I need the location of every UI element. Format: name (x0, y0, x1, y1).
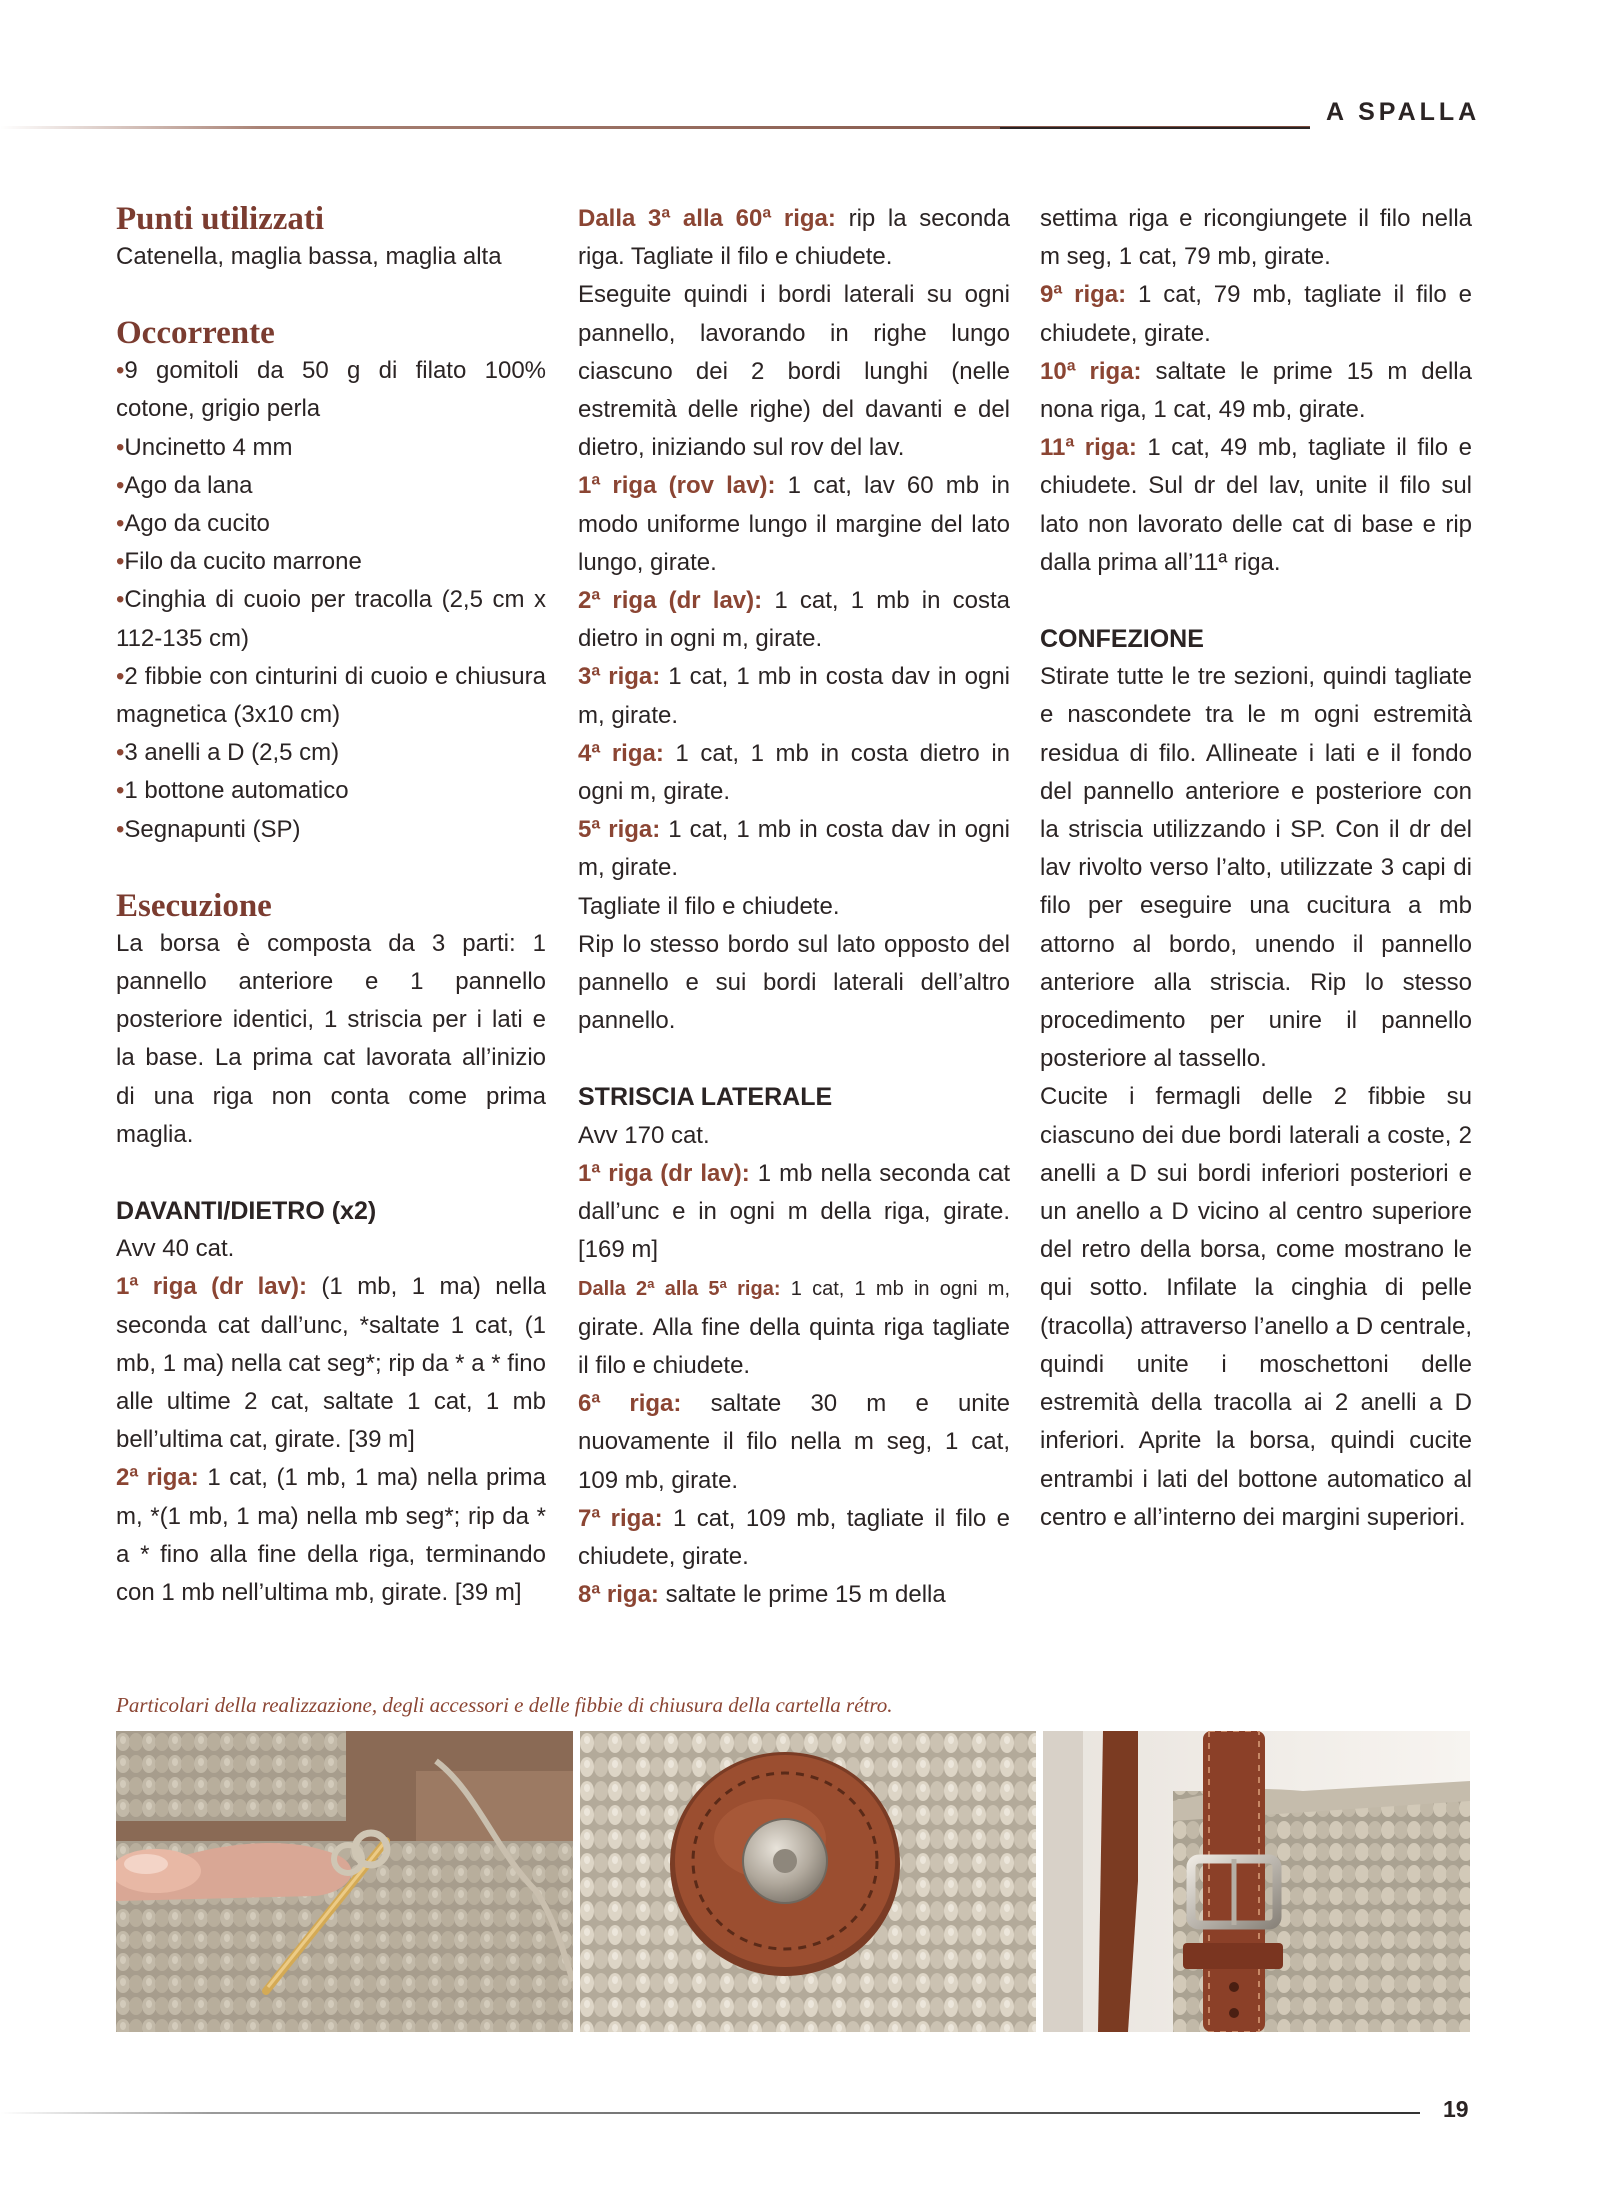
esecuzione-heading: Esecuzione (116, 887, 272, 924)
striscia-rows-2-5: Dalla 2ª alla 5ª riga: 1 cat, 1 mb in ogni m, girate. Alla fine della quinta riga tagliate il filo e chiudete. (578, 1278, 1011, 1379)
striscia-heading: STRISCIA LATERALE (578, 1083, 833, 1112)
striscia-row-6: 6ª riga: saltate 30 m e unite nuovamente il filo nella m seg, 1 cat, 109 mb, girate. (578, 1390, 1010, 1494)
occorrente-item: •2 fibbie con cinturini di cuoio e chiusura magnetica (3x10 cm) (116, 662, 546, 729)
photo-caption: Particolari della realizzazione, degli accessori e delle fibbie di chiusura della cartella rétro. (116, 1693, 893, 1717)
esecuzione-text: La borsa è composta da 3 parti: 1 pannello anteriore e 1 pannello posteriore identici, 1 striscia per i lati e la base. La prima cat lavorata all’inizio di una riga non conta come prima maglia. (116, 929, 546, 1148)
davanti-avv: Avv 40 cat. (116, 1235, 235, 1263)
rip-text: Rip lo stesso bordo sul lato opposto del pannello e sui bordi laterali dell’altro pannello. (578, 930, 1010, 1035)
bordo-row-5: 5ª riga: 1 cat, 1 mb in costa dav in ogni m, girate. (578, 816, 1010, 882)
occorrente-item: •9 gomitoli da 50 g di filato 100% cotone, grigio perla (116, 357, 546, 423)
striscia-row-8-cont: settima riga e ricongiungete il filo nella m seg, 1 cat, 79 mb, girate. (1040, 205, 1472, 271)
striscia-row-11: 11ª riga: 1 cat, 49 mb, tagliate il filo e chiudete. Sul dr del lav, unite il filo sul lato non lavorato delle cat di base e rip dalla prima all’11ª riga. (1040, 434, 1472, 576)
striscia-row-10: 10ª riga: saltate le prime 15 m della nona riga, 1 cat, 49 mb, girate. (1040, 357, 1472, 424)
occorrente-item: •1 bottone automatico (116, 777, 349, 805)
confezione-text-2: Cucite i fermagli delle 2 fibbie su ciascuno dei due bordi laterali a coste, 2 anelli a D sui bordi inferiori posteriori e un anello a D vicino al centro superiore del retro della borsa, come mostrano le qui sotto. Infilate la cinghia di pelle (tracolla) attraverso l’anello a D centrale, quindi unite i moschettoni delle estremità della tracolla ai 2 anelli a D inferiori. Aprite la borsa, quindi cucite entrambi i lati del bottone automatico al centro e all’interno dei margini superiori. (1040, 1083, 1472, 1531)
photo-magnetic-button (580, 1731, 1036, 2032)
confezione-heading: CONFEZIONE (1040, 625, 1204, 654)
bordo-row-3: 3ª riga: 1 cat, 1 mb in costa dav in ogni m, girate. (578, 663, 1010, 729)
bordo-row-2: 2ª riga (dr lav): 1 cat, 1 mb in costa dietro in ogni m, girate. (578, 587, 1010, 653)
striscia-row-8: 8ª riga: saltate le prime 15 m della (578, 1581, 946, 1609)
striscia-avv: Avv 170 cat. (578, 1121, 710, 1149)
punti-text: Catenella, maglia bassa, maglia alta (116, 243, 502, 270)
footer-rule (0, 2112, 1420, 2114)
bordi-text: Eseguite quindi i bordi laterali su ogni pannello, lavorando in righe lungo ciascuno dei 2 bordi lunghi (nelle estremità delle righe) del davanti e del dietro, iniziando sul rov del lav. (578, 281, 1010, 462)
occorrente-item: •3 anelli a D (2,5 cm) (116, 739, 340, 767)
occorrente-heading: Occorrente (116, 315, 275, 352)
occorrente-item: •Segnapunti (SP) (116, 815, 301, 843)
bordo-row-1: 1ª riga (rov lav): 1 cat, lav 60 mb in modo uniforme lungo il margine del lato lungo, girate. (578, 472, 1011, 576)
occorrente-item: •Filo da cucito marrone (116, 548, 362, 576)
davanti-heading: DAVANTI/DIETRO (x2) (116, 1197, 377, 1226)
striscia-row-1: 1ª riga (dr lav): 1 mb nella seconda cat dall’unc e in ogni m della riga, girate. [169 m] (578, 1159, 1010, 1264)
section-tag: A SPALLA (1326, 98, 1481, 126)
occorrente-item: •Uncinetto 4 mm (116, 433, 293, 461)
striscia-row-9: 9ª riga: 1 cat, 79 mb, tagliate il filo e chiudete, girate. (1040, 281, 1472, 347)
column-1 (116, 200, 546, 1612)
tagliate-text: Tagliate il filo e chiudete. (578, 892, 840, 920)
column-2 (578, 200, 1010, 1614)
occorrente-item: •Cinghia di cuoio per tracolla (2,5 cm x 112-135 cm) (116, 586, 546, 652)
photo-crochet-hook (116, 1731, 573, 2032)
column-3 (1040, 200, 1472, 1537)
bordo-row-4: 4ª riga: 1 cat, 1 mb in costa dietro in ogni m, girate. (578, 739, 1010, 806)
header-rule-dark (1000, 127, 1310, 129)
davanti-row-1: 1ª riga (dr lav): (1 mb, 1 ma) nella seconda cat dall’unc, *saltate 1 cat, (1 mb, 1 ma) nella cat seg*; rip da * a * fino alle ultime 2 cat, saltate 1 cat, 1 mb bell’ultima cat, girate. [39 m] (116, 1273, 546, 1454)
page-number: 19 (1443, 2096, 1469, 2122)
rows-3-60: Dalla 3ª alla 60ª riga: rip la seconda riga. Tagliate il filo e chiudete. (578, 205, 1011, 271)
occorrente-item: •Ago da lana (116, 471, 253, 499)
striscia-row-7: 7ª riga: 1 cat, 109 mb, tagliate il filo e chiudete, girate. (578, 1504, 1010, 1570)
occorrente-item: •Ago da cucito (116, 510, 270, 538)
confezione-text-1: Stirate tutte le tre sezioni, quindi tagliate e nascondete tra le m ogni estremità residua di filo. Allineate i lati e il fondo del pannello anteriore e posteriore con la striscia utilizzando i SP. Con il dr del lav rivolto verso l’alto, utilizzate 3 capi di filo per eseguire una cucitura a mb attorno al bordo, unendo il pannello anteriore alla striscia. Rip lo stesso procedimento per unire il pannello posteriore al tassello. (1040, 663, 1472, 1073)
photo-buckle-strap (1043, 1731, 1470, 2032)
punti-heading: Punti utilizzati (116, 201, 325, 237)
davanti-row-2: 2ª riga: 1 cat, (1 mb, 1 ma) nella prima m, *(1 mb, 1 ma) nella mb seg*; rip da * a * fino alla fine della riga, terminando con 1 mb nell’ultima mb, girate. [39 m] (116, 1464, 547, 1607)
